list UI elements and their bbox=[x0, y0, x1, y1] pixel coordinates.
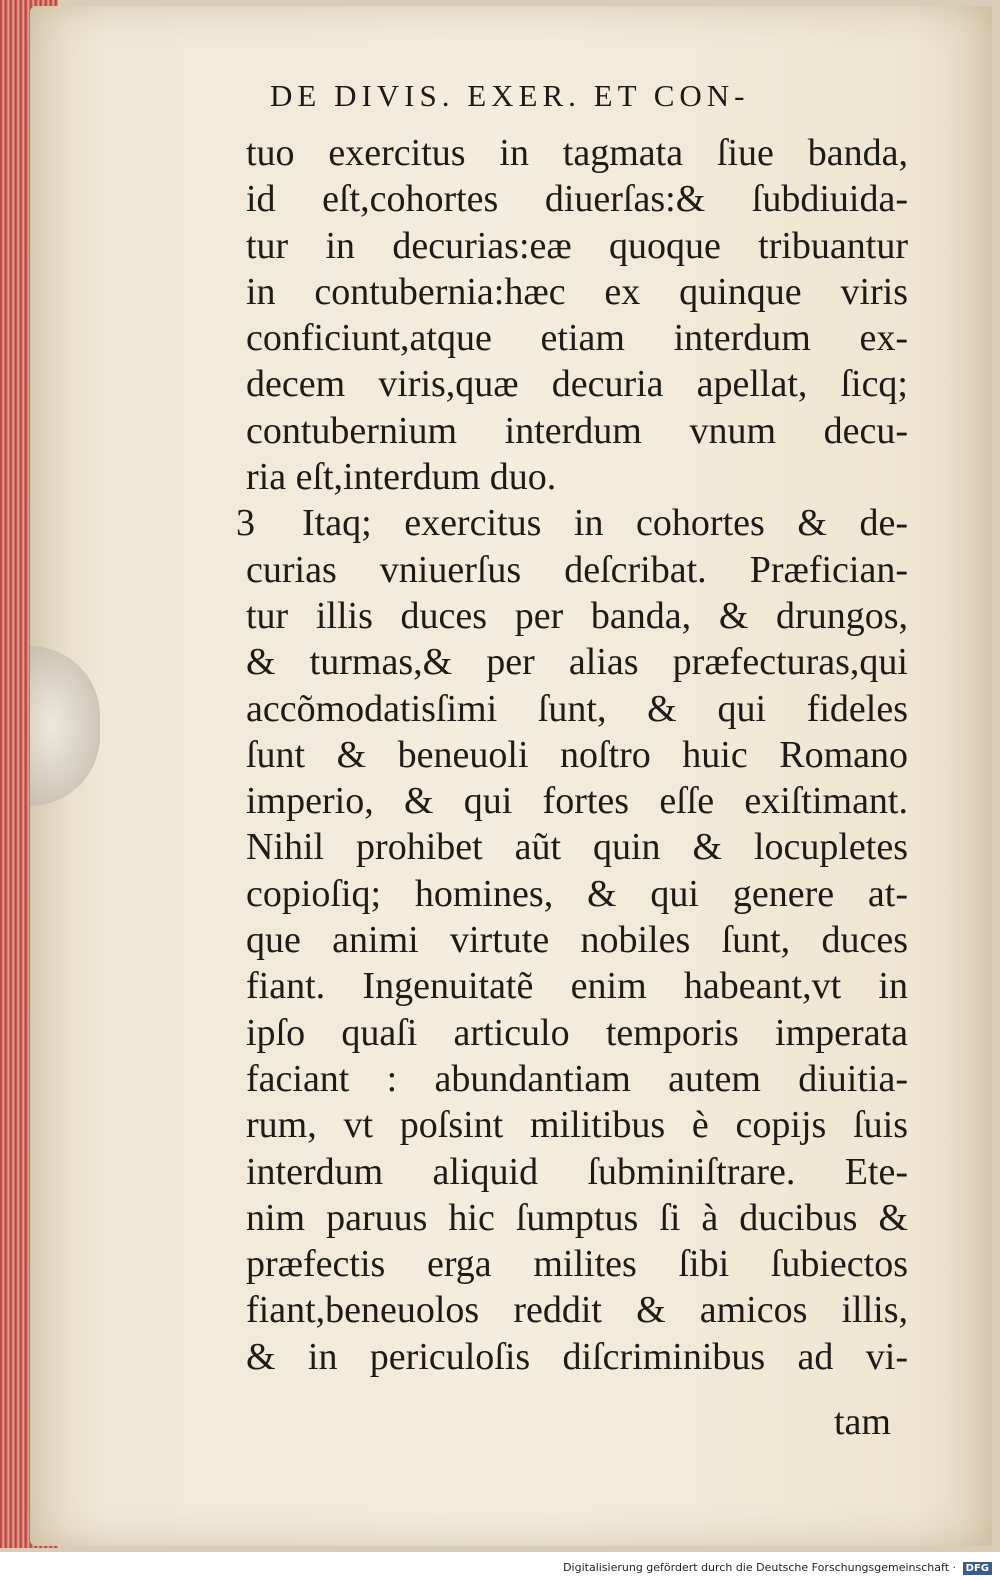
text-line bbox=[246, 686, 908, 732]
text-line bbox=[246, 1241, 908, 1287]
text-line-content: præfectis erga milites ſibi ſubiectos bbox=[246, 1243, 908, 1286]
paragraph-3 bbox=[236, 500, 908, 1380]
text-line-content: ipſo quaſi articulo temporis imperata bbox=[246, 1011, 908, 1054]
text-line-content: id eſt,cohortes diuerſas:& ſubdiuida- bbox=[246, 178, 908, 221]
text-line bbox=[246, 176, 908, 222]
text-line-content: rum, vt poſsint militibus è copijs ſuis bbox=[246, 1104, 908, 1147]
funding-credit: Digitalisierung gefördert durch die Deutsche Forschungsgemeinschaft · bbox=[563, 1561, 956, 1574]
text-line bbox=[246, 454, 908, 500]
page-clip bbox=[30, 646, 100, 806]
text-line-content: tur illis duces per banda, & drungos, bbox=[246, 594, 908, 637]
text-line bbox=[246, 593, 908, 639]
text-line bbox=[246, 1056, 908, 1102]
text-line bbox=[246, 963, 908, 1009]
text-line-content: contubernium interdum vnum decu- bbox=[246, 409, 908, 452]
text-line-content: & in periculoſis diſcriminibus ad vi- bbox=[246, 1335, 908, 1378]
text-line bbox=[246, 1287, 908, 1333]
text-line-content: imperio, & qui fortes eſſe exiſtimant. bbox=[246, 780, 908, 823]
text-line bbox=[246, 130, 908, 176]
paragraph-continued bbox=[246, 130, 908, 500]
text-line bbox=[246, 639, 908, 685]
text-line-content: ſunt & beneuoli noſtro huic Romano bbox=[246, 733, 908, 776]
text-line-content: que animi virtute nobiles ſunt, duces bbox=[246, 919, 908, 962]
text-line-content: & turmas,& per alias præfecturas,qui bbox=[246, 641, 908, 684]
text-line-content: in contubernia:hæc ex quinque viris bbox=[246, 270, 908, 313]
text-line-content: ria eſt,interdum duo. bbox=[246, 456, 557, 499]
text-line bbox=[246, 1010, 908, 1056]
text-line bbox=[246, 361, 908, 407]
text-line-content: fiant,beneuolos reddit & amicos illis, bbox=[246, 1289, 908, 1332]
text-line bbox=[246, 917, 908, 963]
text-line-content: accõmodatisſimi ſunt, & qui fideles bbox=[246, 687, 908, 730]
text-line bbox=[246, 1149, 908, 1195]
text-line-content: conficiunt,atque etiam interdum ex- bbox=[246, 317, 908, 360]
text-line-content: nim paruus hic ſumptus ſi à ducibus & bbox=[246, 1196, 908, 1239]
text-line-content: copioſiq; homines, & qui genere at- bbox=[246, 872, 908, 915]
text-line bbox=[246, 824, 908, 870]
dfg-logo: DFG bbox=[963, 1562, 992, 1575]
text-line-content: tur in decurias:eæ quoque tribuantur bbox=[246, 224, 908, 267]
paragraph-number: 3 bbox=[236, 502, 255, 545]
text-line bbox=[246, 500, 908, 546]
text-line bbox=[246, 1102, 908, 1148]
catchword: tam bbox=[834, 1401, 891, 1443]
text-line-content: fiant. Ingenuitatẽ enim habeant,vt in bbox=[246, 965, 908, 1008]
text-line-content: tuo exercitus in tagmata ſiue banda, bbox=[246, 132, 908, 174]
footer-bar bbox=[0, 1552, 1000, 1580]
text-line bbox=[246, 315, 908, 361]
running-head: DE DIVIS. EXER. ET CON- bbox=[270, 78, 750, 113]
text-line bbox=[246, 269, 908, 315]
text-line bbox=[246, 1334, 908, 1380]
text-line bbox=[246, 547, 908, 593]
text-line bbox=[246, 871, 908, 917]
text-block bbox=[236, 130, 908, 1380]
text-line-content: Itaq; exercitus in cohortes & de- bbox=[302, 502, 908, 545]
text-line-content: decem viris,quæ decuria apellat, ſicq; bbox=[246, 363, 908, 406]
text-line-content: faciant : abundantiam autem diuitia- bbox=[246, 1057, 908, 1100]
text-line bbox=[246, 408, 908, 454]
text-line bbox=[246, 1195, 908, 1241]
text-line-content: curias vniuerſus deſcribat. Præfician- bbox=[246, 548, 908, 591]
text-line bbox=[246, 223, 908, 269]
text-line-content: Nihil prohibet aũt quin & locupletes bbox=[246, 826, 908, 869]
text-line bbox=[246, 732, 908, 778]
text-line bbox=[246, 778, 908, 824]
text-line-content: interdum aliquid ſubminiſtrare. Ete- bbox=[246, 1150, 908, 1193]
